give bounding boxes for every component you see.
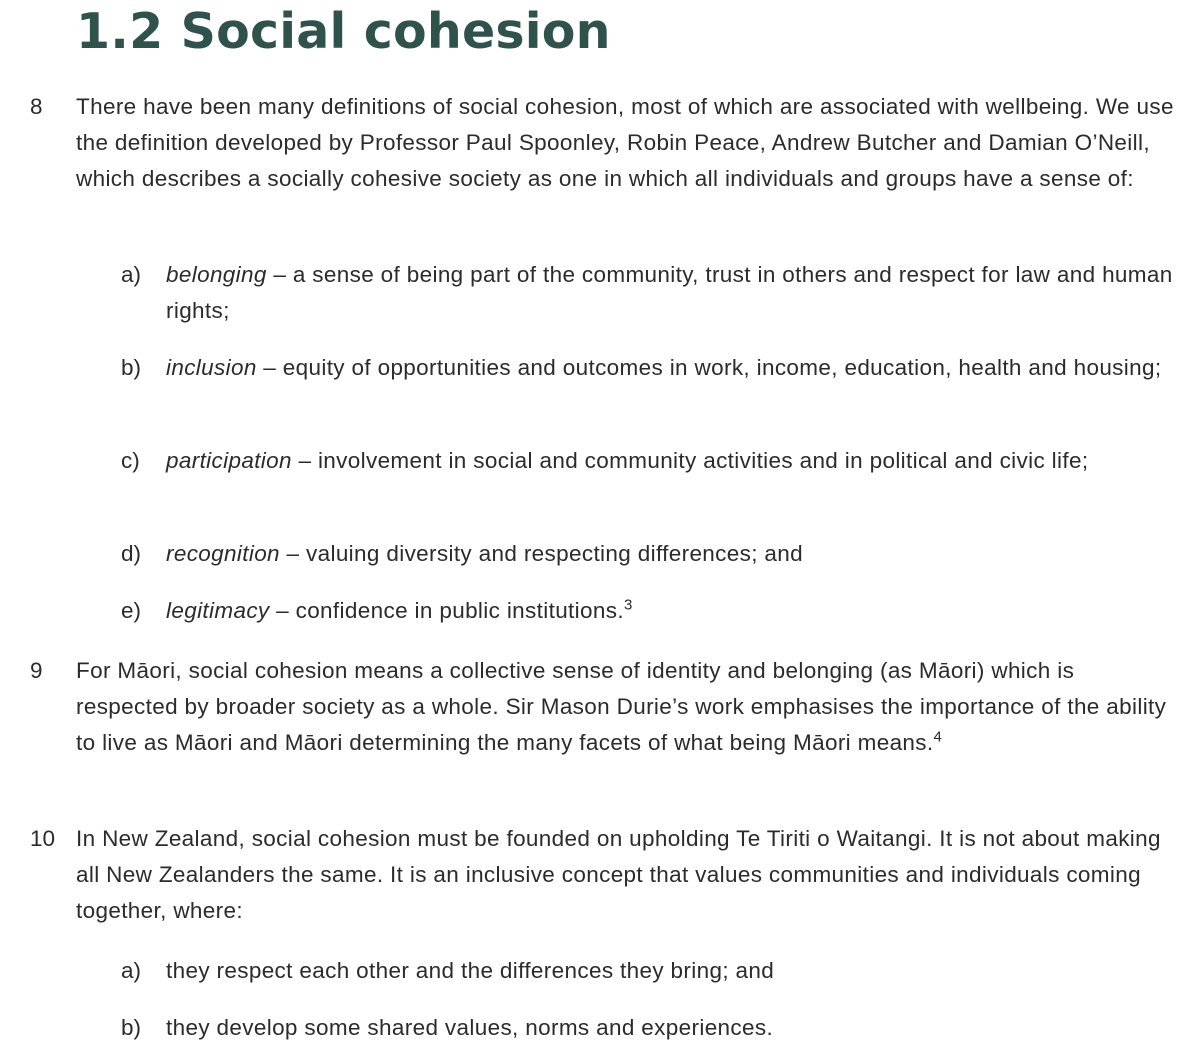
list-item-label: c) [121, 448, 140, 473]
list-item-term: inclusion [166, 355, 257, 380]
footnote-marker[interactable]: 4 [933, 728, 943, 746]
list-item-term: legitimacy [166, 598, 270, 623]
list-item-label: b) [121, 355, 142, 380]
list-item-text [166, 593, 1176, 629]
paragraph-body: For Māori, social cohesion means a collective sense of identity and belonging (as Māori) which is respected by broader society as a whole. Sir Mason Durie’s work emphasises the importance of the ability to live as Māori and Māori determining the many facets of what being Māori means. [76, 658, 1167, 755]
list-item-label: a) [121, 262, 142, 287]
paragraph-text: In New Zealand, social cohesion must be founded on upholding Te Tiriti o Waitangi. It is not about making all New Zealanders the same. It is an inclusive concept that values communities and individuals coming together, where: [76, 826, 1161, 923]
list-item-description: – valuing diversity and respecting differences; and [279, 541, 804, 566]
section-heading: 1.2 Social cohesion [76, 3, 611, 60]
list-item-text: they develop some shared values, norms and experiences. [166, 1015, 774, 1040]
list-item-label: e) [121, 598, 142, 623]
list-item-label: b) [121, 1015, 142, 1040]
list-item-term: belonging [166, 262, 267, 287]
paragraph-number: 10 [30, 826, 56, 851]
list-item-label: d) [121, 541, 142, 566]
list-item-text [166, 536, 1176, 572]
list-item-term: participation [166, 448, 292, 473]
paragraph-text: There have been many definitions of social cohesion, most of which are associated with wellbeing. We use the definition developed by Professor Paul Spoonley, Robin Peace, Andrew Butcher and Damian O’Neill, which describes a socially cohesive society as one in which all individuals and groups have a sense of: [76, 94, 1174, 191]
list-item-description: – a sense of being part of the community, trust in others and respect for law and human rights; [166, 262, 1173, 323]
list-item-description: – involvement in social and community activities and in political and civic life; [291, 448, 1089, 473]
list-item-text: they respect each other and the differences they bring; and [166, 958, 775, 983]
list-item-text [166, 443, 1176, 479]
list-item-term: recognition [166, 541, 280, 566]
list-item-description: – confidence in public institutions. [269, 598, 624, 623]
list-item-text [166, 350, 1176, 386]
list-item-text [166, 257, 1176, 329]
footnote-marker[interactable]: 3 [623, 596, 633, 614]
paragraph-number: 8 [30, 94, 43, 119]
list-item-label: a) [121, 958, 142, 983]
paragraph-text [76, 653, 1176, 761]
paragraph-number: 9 [30, 658, 43, 683]
list-item-description: – equity of opportunities and outcomes in work, income, education, health and housing; [256, 355, 1162, 380]
